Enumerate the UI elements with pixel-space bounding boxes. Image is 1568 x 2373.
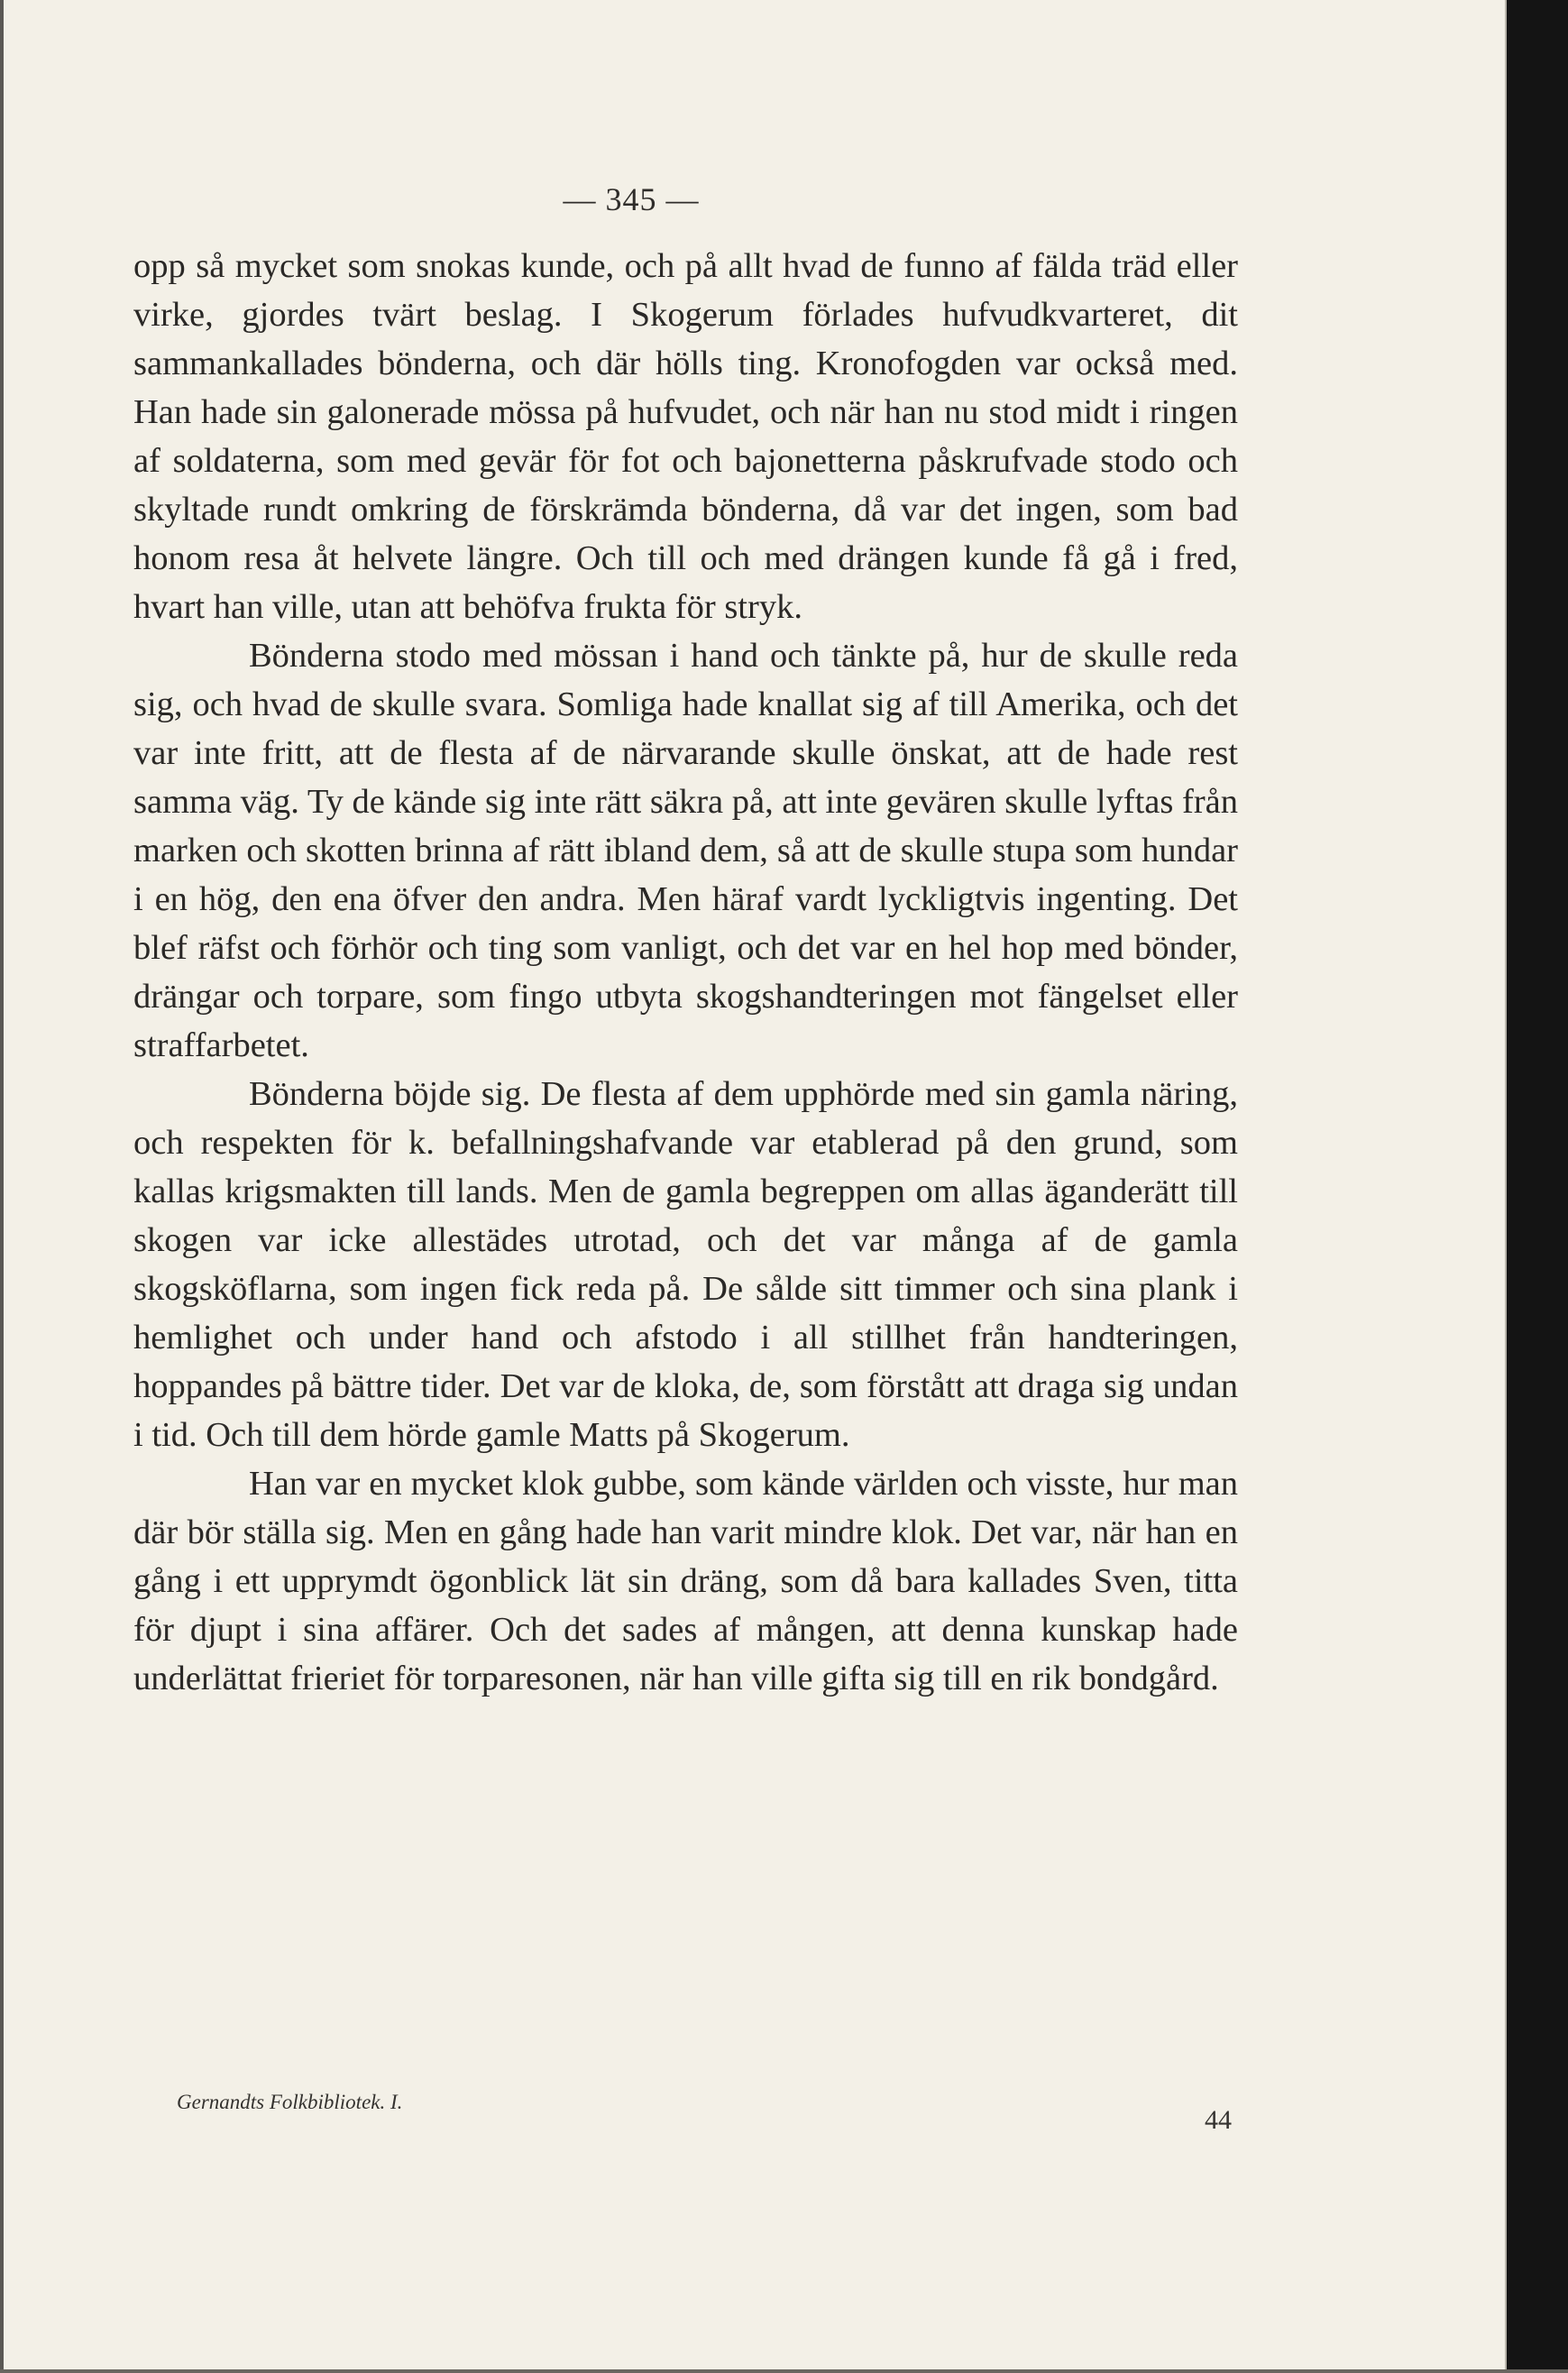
page-left-edge	[0, 0, 4, 2373]
paragraph-4: Han var en mycket klok gubbe, som kände världen och visste, hur man där bör ställa sig. Men en gång hade han varit mindre klok. Det var, när han en gång i ett upprymdt ögonblick lät sin dräng, som då bara kallades Sven, titta för djupt i sina affärer. Och det sades af mången, att denna kunskap hade underlättat frieriet för torparesonen, när han ville gifta sig till en rik bondgård.	[133, 1465, 1238, 1697]
page-footer	[177, 2091, 1241, 2145]
body-text	[133, 242, 1238, 1703]
series-title: Gernandts Folkbibliotek. I.	[177, 2091, 403, 2113]
page-bottom-edge	[0, 2369, 1568, 2373]
page-number: — 345 —	[563, 181, 700, 217]
paragraph-2: Bönderna stodo med mössan i hand och tänkte på, hur de skulle reda sig, och hvad de skulle svara. Somliga hade knallat sig af till Amerika, och det var inte fritt, att de flesta af de närvarande skulle önskat, att de hade rest samma väg. Ty de kände sig inte rätt säkra på, att inte gevären skulle lyftas från marken och skotten brinna af rätt ibland dem, så att de skulle stupa som hundar i en hög, den ena öfver den andra. Men häraf vardt lyckligtvis ingenting. Det blef räfst och förhör och ting som vanligt, och det var en hel hop med bönder, drängar och torpare, som fingo utbyta skogshandteringen mot fängelset eller straffarbetet.	[133, 637, 1238, 1064]
paragraph-3: Bönderna böjde sig. De flesta af dem upphörde med sin gamla näring, och respekten för k. befallningshafvande var etablerad på den grund, som kallas krigsmakten till lands. Men de gamla begreppen om allas äganderätt till skogen var icke allestädes utrotad, och det var många af de gamla skogsköflarna, som ingen fick reda på. De sålde sitt timmer och sina plank i hemlighet och under hand och afstodo i all stillhet från handteringen, hoppandes på bättre tider. Det var de kloka, de, som förstått att draga sig undan i tid. Och till dem hörde gamle Matts på Skogerum.	[133, 1075, 1238, 1454]
signature-mark: 44	[1205, 2105, 1232, 2135]
scan-background-edge	[1507, 0, 1568, 2373]
paragraph-1: opp så mycket som snokas kunde, och på allt hvad de funno af fälda träd eller virke, gjordes tvärt beslag. I Skogerum förlades hufvudkvarteret, dit sammankallades bönderna, och där hölls ting. Kronofogden var också med. Han hade sin galonerade mössa på hufvudet, och när han nu stod midt i ringen af soldaterna, som med gevär för fot och bajonetterna påskrufvade stodo och skyltade rundt omkring de förskrämda bönderna, då var det ingen, som bad honom resa åt helvete längre. Och till och med drängen kunde få gå i fred, hvart han ville, utan att behöfva frukta för stryk.	[133, 247, 1238, 626]
